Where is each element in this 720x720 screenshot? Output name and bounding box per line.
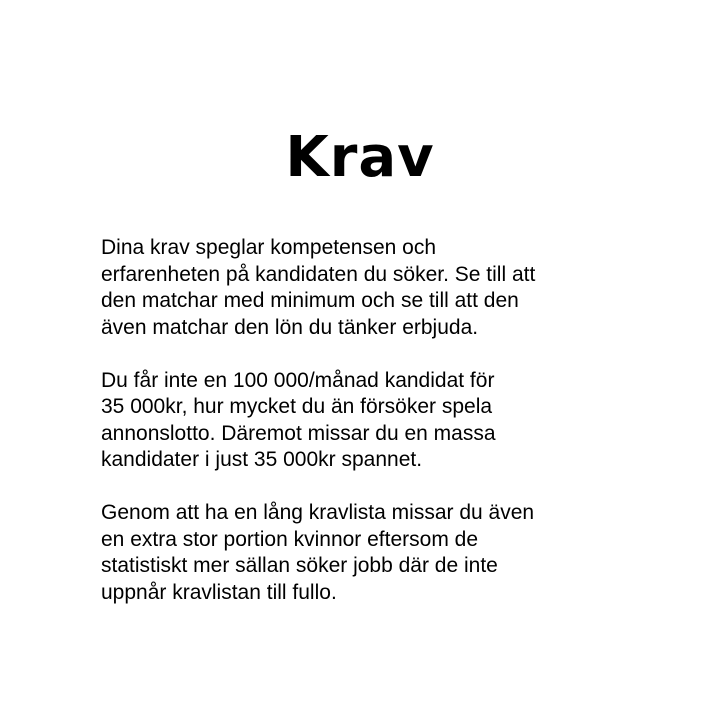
paragraph-salary [101,368,621,474]
text-line: annonslotto. Däremot missar du en massa [101,421,496,445]
text-line: 35 000kr, hur mycket du än försöker spela [101,395,493,418]
text-line: uppnår kravlistan till fullo. [101,580,337,604]
paragraph-requirements [101,235,621,341]
text-line: även matchar den lön du tänker erbjuda. [101,315,479,339]
text-line: Genom att ha en lång kravlista missar du även [101,501,535,524]
text-line: kandidater i just 35 000kr spannet. [101,448,423,471]
text-line: erfarenheten på kandidaten du söker. Se till att [101,262,536,286]
paragraph-requirement-list [101,500,621,606]
text-line: en extra stor portion kvinnor eftersom de [101,527,479,551]
slide-title: Krav [285,125,435,190]
text-line: statistiskt mer sällan söker jobb där de inte [101,554,498,577]
text-line: Dina krav speglar kompetensen och [101,236,437,259]
text-line: den matchar med minimum och se till att den [101,289,519,312]
text-line: Du får inte en 100 000/månad kandidat för [101,368,495,392]
slide-body [101,235,621,633]
